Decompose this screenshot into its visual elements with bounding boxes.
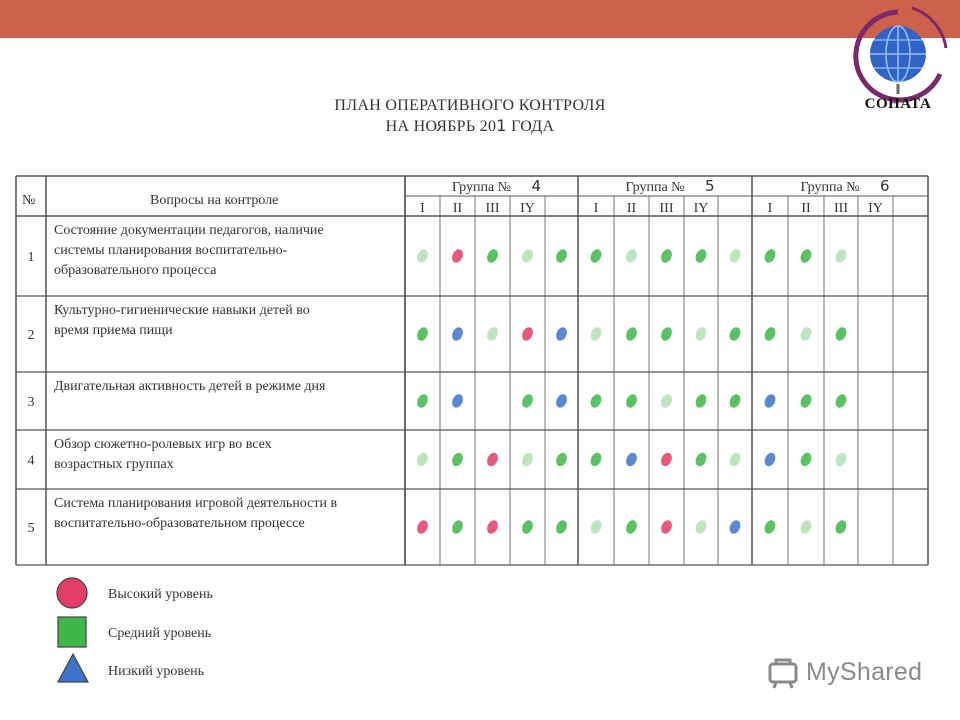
group-headers	[452, 177, 890, 195]
mark-row-5-col-10-low	[728, 519, 743, 536]
mark-row-3-col-13-medium	[834, 393, 849, 410]
mark-row-2-col-4-high	[520, 326, 535, 343]
mark-row-2-col-6-medium	[589, 326, 604, 343]
mark-row-2-col-9-medium	[694, 326, 709, 343]
mark-row-2-col-7-medium	[624, 326, 639, 343]
row-5-question-line-2: воспитательно-образовательном процессе	[54, 516, 305, 531]
sub-column-2-IY: IY	[693, 201, 709, 216]
row-number-2: 2	[27, 328, 35, 343]
mark-row-2-col-13-medium	[834, 326, 849, 343]
sub-column-3-III: III	[834, 201, 848, 216]
mark-row-3-col-7-medium	[624, 393, 639, 410]
sub-column-headers	[420, 201, 883, 216]
mark-row-4-col-11-low	[763, 451, 778, 468]
mark-row-5-col-6-medium	[589, 519, 604, 536]
mark-row-1-col-1-medium	[415, 248, 430, 265]
mark-row-1-col-11-medium	[763, 248, 778, 265]
mark-row-4-col-5-medium	[554, 451, 569, 468]
row-number-1: 1	[27, 250, 35, 265]
mark-row-4-col-2-medium	[450, 451, 465, 468]
mark-row-4-col-12-medium	[799, 451, 814, 468]
row-4-question-line-2: возрастных группах	[54, 457, 174, 472]
mark-row-5-col-8-high	[659, 519, 674, 536]
row-2-question-line-2: время приема пищи	[54, 323, 173, 338]
mark-row-2-col-10-medium	[728, 326, 743, 343]
title-line-2-prefix: НА НОЯБРЬ 20	[385, 118, 497, 135]
mark-row-1-col-3-medium	[485, 248, 500, 265]
mark-row-4-col-1-medium	[415, 451, 430, 468]
group-header-3: Группа №	[800, 180, 860, 195]
mark-row-3-col-6-medium	[589, 393, 604, 410]
legend	[57, 578, 213, 682]
watermark-text: MyShared	[806, 658, 923, 686]
questions-header: Вопросы на контроле	[150, 193, 279, 208]
mark-row-5-col-9-medium	[694, 519, 709, 536]
mark-row-5-col-11-medium	[763, 519, 778, 536]
group-number-handwritten-3: 6	[880, 177, 890, 195]
mark-row-5-col-5-medium	[554, 519, 569, 536]
mark-row-3-col-9-medium	[694, 393, 709, 410]
mark-row-1-col-9-medium	[694, 248, 709, 265]
sub-column-1-IY: IY	[520, 201, 535, 216]
mark-row-4-col-3-high	[485, 451, 500, 468]
mark-row-5-col-2-medium	[450, 519, 465, 536]
logo-name: СОНАТА	[864, 96, 932, 112]
mark-row-4-col-9-medium	[694, 451, 709, 468]
row-number-5: 5	[27, 521, 35, 536]
mark-row-3-col-2-low	[450, 393, 465, 410]
mark-row-1-col-10-medium	[728, 248, 743, 265]
legend-label-high: Высокий уровень	[108, 587, 213, 602]
level-marks	[415, 248, 848, 536]
mark-row-3-col-1-medium	[415, 393, 430, 410]
mark-row-1-col-4-medium	[520, 248, 535, 265]
mark-row-2-col-8-medium	[659, 326, 674, 343]
row-3-question-line-1: Двигательная активность детей в режиме дня	[54, 379, 326, 394]
sub-column-1-I: I	[420, 201, 425, 216]
mark-row-4-col-7-low	[624, 451, 639, 468]
mark-row-1-col-5-medium	[554, 248, 569, 265]
mark-row-1-col-7-medium	[624, 248, 639, 265]
num-header: №	[22, 193, 36, 208]
mark-row-1-col-13-medium	[834, 248, 849, 265]
mark-row-2-col-2-low	[450, 326, 465, 343]
mark-row-3-col-4-medium	[520, 393, 535, 410]
row-5-question-line-1: Система планирования игровой деятельности в	[54, 496, 338, 511]
mark-row-1-col-2-high	[450, 248, 465, 265]
mark-row-2-col-12-medium	[799, 326, 814, 343]
sub-column-3-II: II	[801, 201, 811, 216]
legend-label-medium: Средний уровень	[108, 626, 212, 641]
mark-row-3-col-8-medium	[659, 393, 674, 410]
mark-row-3-col-5-low	[554, 393, 569, 410]
row-1-question-line-2: системы планирования воспитательно-	[54, 243, 288, 258]
legend-square-icon	[58, 617, 86, 647]
mark-row-2-col-1-medium	[415, 326, 430, 343]
mark-row-2-col-3-medium	[485, 326, 500, 343]
mark-row-4-col-13-medium	[834, 451, 849, 468]
sub-column-2-II: II	[626, 201, 637, 216]
title-line-1: ПЛАН ОПЕРАТИВНОГО КОНТРОЛЯ	[334, 97, 606, 114]
mark-row-5-col-3-high	[485, 519, 500, 536]
legend-circle-icon	[57, 578, 87, 608]
mark-row-3-col-10-medium	[728, 393, 743, 410]
legend-triangle-icon	[58, 654, 88, 682]
mark-row-4-col-4-medium	[520, 451, 535, 468]
mark-row-5-col-13-medium	[834, 519, 849, 536]
mark-row-4-col-6-medium	[589, 451, 604, 468]
row-number-4: 4	[27, 453, 35, 469]
sub-column-1-III: III	[485, 201, 500, 216]
legend-label-low: Низкий уровень	[108, 664, 205, 679]
mark-row-2-col-11-medium	[763, 326, 778, 343]
sub-column-3-I: I	[767, 201, 773, 216]
title-year-handwritten: 1	[496, 116, 507, 135]
title-line-2-suffix: ГОДА	[506, 118, 555, 135]
row-number-3: 3	[27, 395, 35, 410]
row-1-question-line-1: Состояние документации педагогов, наличие	[54, 223, 324, 238]
mark-row-5-col-4-medium	[520, 519, 535, 536]
mark-row-1-col-8-medium	[659, 248, 674, 265]
mark-row-4-col-10-medium	[728, 451, 743, 468]
mark-row-1-col-6-medium	[589, 248, 604, 265]
mark-row-5-col-7-medium	[624, 519, 639, 536]
group-header-2: Группа №	[625, 180, 685, 195]
row-2-question-line-1: Культурно-гигиенические навыки детей во	[54, 303, 310, 318]
mark-row-3-col-11-low	[763, 393, 778, 410]
sub-column-2-I: I	[593, 201, 599, 216]
sub-column-2-III: III	[659, 201, 674, 216]
mark-row-1-col-12-medium	[799, 248, 814, 265]
group-header-1: Группа №	[451, 180, 512, 195]
mark-row-5-col-1-high	[415, 519, 430, 536]
mark-row-3-col-12-medium	[799, 393, 814, 410]
mark-row-2-col-5-low	[554, 326, 569, 343]
mark-row-4-col-8-high	[659, 451, 674, 468]
sub-column-1-II: II	[452, 201, 463, 216]
group-number-handwritten-2: 5	[705, 177, 715, 195]
row-4-question-line-1: Обзор сюжетно-ролевых игр во всех	[54, 437, 272, 452]
sub-column-3-IY: IY	[868, 201, 883, 216]
mark-row-5-col-12-medium	[799, 519, 814, 536]
group-number-handwritten-1: 4	[531, 177, 542, 195]
row-1-question-line-3: образовательного процесса	[54, 263, 217, 278]
